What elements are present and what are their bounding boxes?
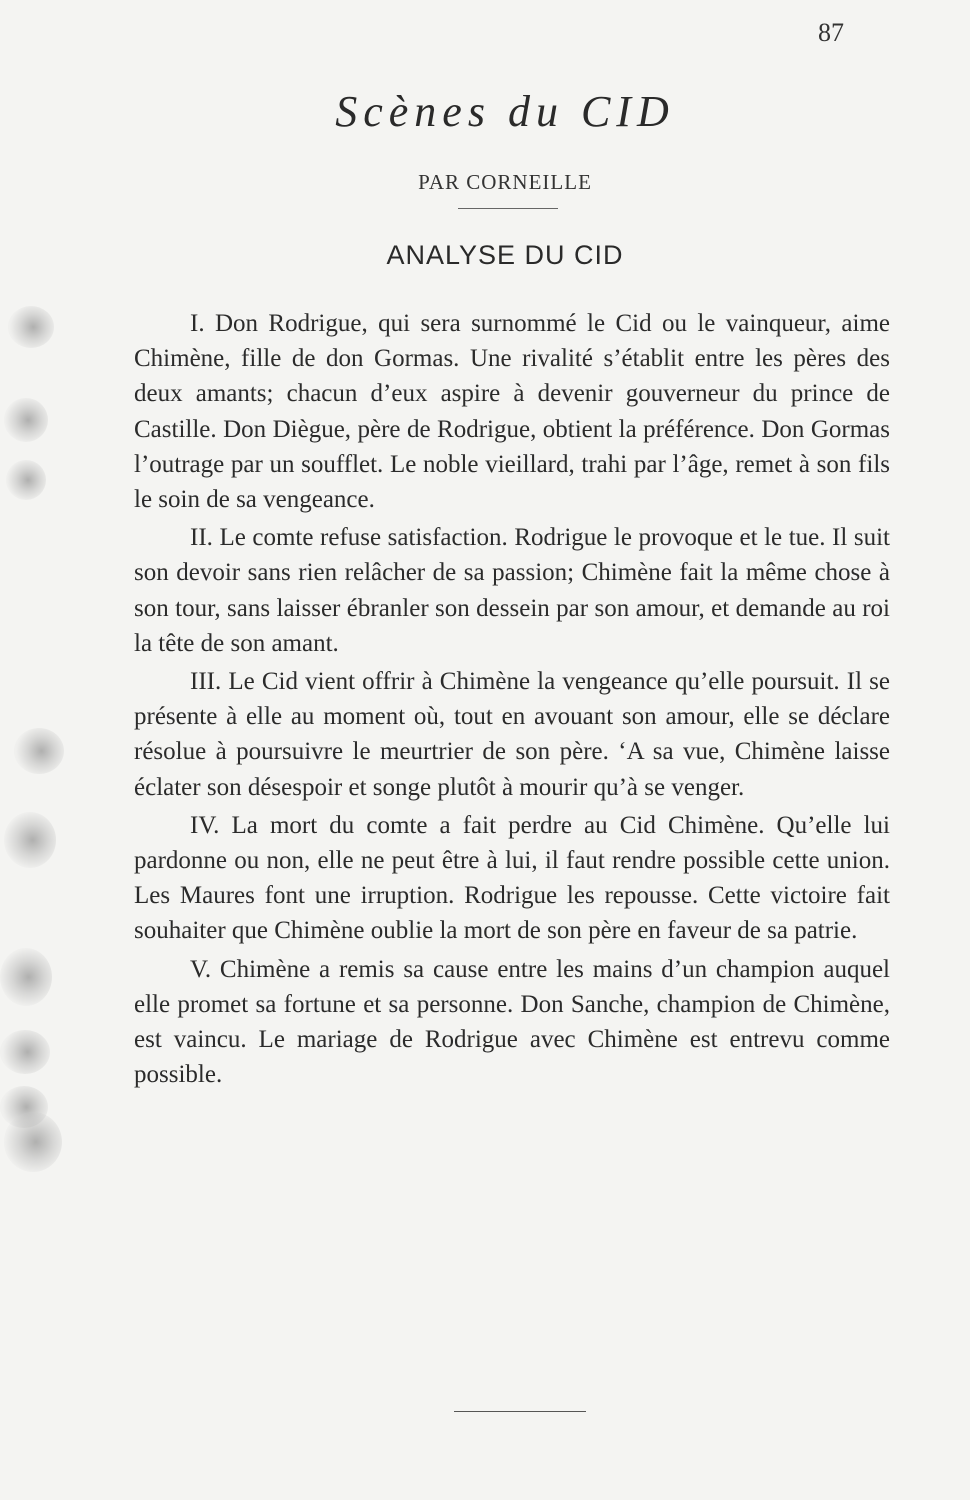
paragraph-act-1: I. Don Rodrigue, qui sera surnommé le Cid ou le vainqueur, aime Chimène, fille de don Gormas. Une rivalité s’établit entre les pères des deux amants; chacun d’eux aspire à devenir gouverneur du prince de Castille. Don Diègue, père de Rodrigue, obtient la préférence. Don Gormas l’outrage par un soufflet. Le noble vieillard, trahi par l’âge, remet à son fils le soin de sa vengeance. xyxy=(134,310,890,514)
analysis-text xyxy=(134,306,890,1095)
binding-hole-mark xyxy=(4,1112,62,1172)
binding-hole-mark xyxy=(6,460,46,500)
binding-hole-mark xyxy=(0,948,52,1006)
author-subtitle: PAR CORNEILLE xyxy=(418,170,592,194)
binding-hole-mark xyxy=(0,1030,50,1074)
binding-hole-mark xyxy=(14,728,64,774)
binding-hole-mark xyxy=(4,398,48,442)
paragraph-act-2: II. Le comte refuse satisfaction. Rodrigue le provoque et le tue. Il suit son devoir sans rien relâcher de sa passion; Chimène fait la même chose à son tour, sans laisser ébranler son dessein par son amour, et demande au roi la tête de son amant. xyxy=(134,524,890,657)
divider-rule xyxy=(458,208,558,209)
binding-hole-mark xyxy=(4,812,56,868)
end-divider-rule xyxy=(454,1411,586,1412)
paragraph-act-4: IV. La mort du comte a fait perdre au Cid Chimène. Qu’elle lui pardonne ou non, elle ne peut être à lui, il faut rendre possible cette union. Les Maures font une irruption. Rodrigue les repousse. Cette victoire fait souhaiter que Chimène oublie la mort de son père en faveur de sa patrie. xyxy=(134,811,890,945)
page-number: 87 xyxy=(818,18,844,47)
paragraph-act-3: III. Le Cid vient offrir à Chimène la vengeance qu’elle poursuit. Il se présente à elle au moment où, tout en avouant son amour, elle se déclare résolue à poursuivre le meurtrier de son père. ‘A sa vue, Chimène laisse éclater son désespoir et songe plutôt à mourir qu’à se venger. xyxy=(134,668,890,801)
binding-hole-mark xyxy=(8,306,54,348)
section-heading: ANALYSE DU CID xyxy=(386,240,624,270)
page-title: Scènes du CID xyxy=(335,87,675,136)
paragraph-act-5: V. Chimène a remis sa cause entre les mains d’un champion auquel elle promet sa fortune et sa personne. Don Sanche, champion de Chimène, est vaincu. Le mariage de Rodrigue avec Chimène est entrevu comme possible. xyxy=(134,955,890,1089)
